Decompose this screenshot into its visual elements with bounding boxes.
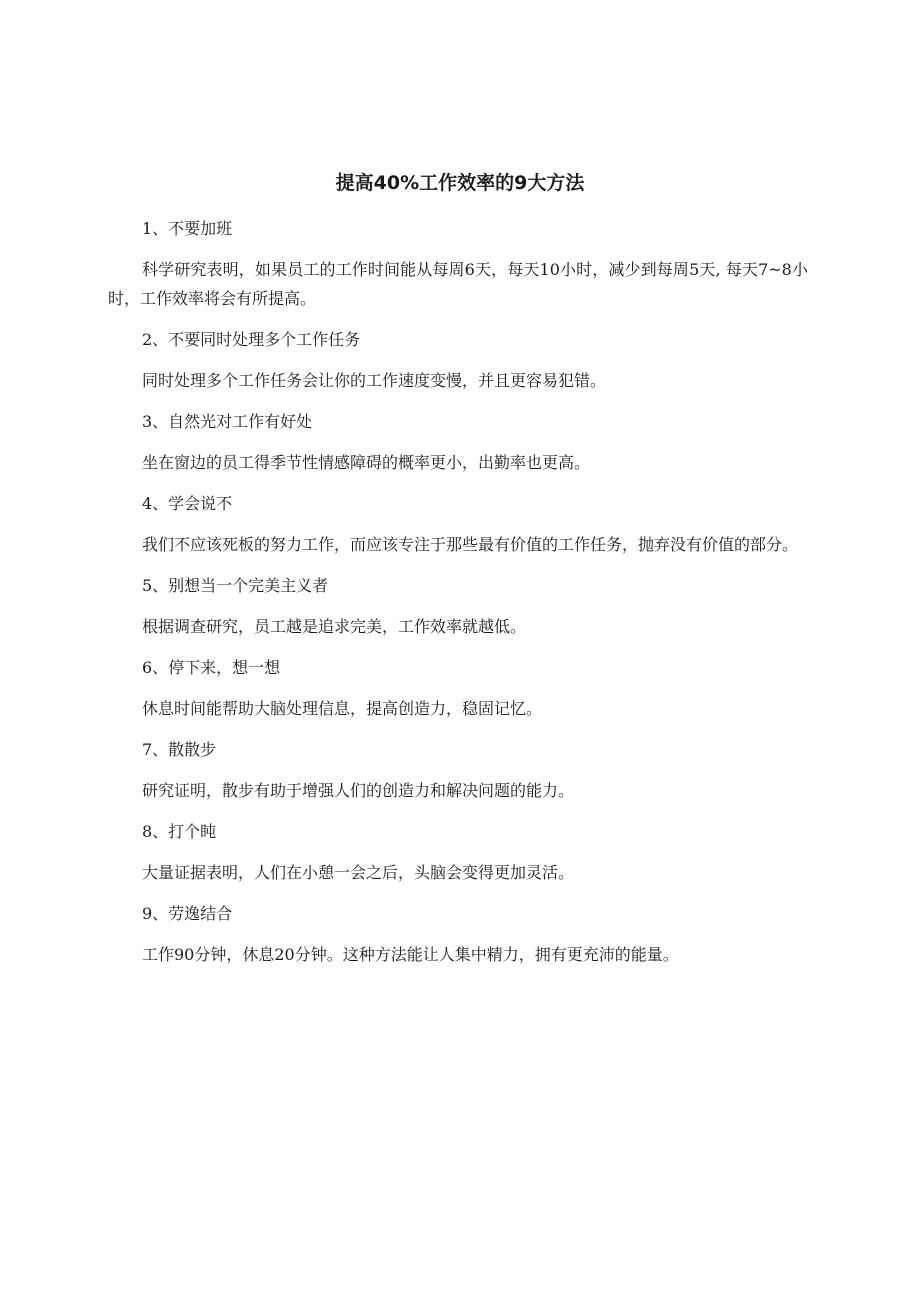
section-heading-3: 3、自然光对工作有好处 [142,412,313,431]
section-body-6: 休息时间能帮助大脑处理信息，提高创造力，稳固记忆。 [142,699,543,718]
section-heading-4: 4、学会说不 [142,494,233,513]
section-body-1: 科学研究表明，如果员工的工作时间能从每周6天，每天10小时，减少到每周5天, 每天7~8小时，工作效率将会有所提高。 [108,260,808,308]
document-body [108,214,808,981]
section-heading-9: 9、劳逸结合 [142,904,233,923]
section-heading-5: 5、别想当一个完美主义者 [142,576,329,595]
section-body-4: 我们不应该死板的努力工作，而应该专注于那些最有价值的工作任务，抛弃没有价值的部分。 [142,535,799,554]
section-body-3: 坐在窗边的员工得季节性情感障碍的概率更小，出勤率也更高。 [142,453,591,472]
document-title: 提高40%工作效率的9大方法 [335,172,585,194]
section-body-5: 根据调查研究，员工越是追求完美，工作效率就越低。 [142,617,527,636]
section-heading-7: 7、散散步 [142,740,217,759]
section-body-2: 同时处理多个工作任务会让你的工作速度变慢，并且更容易犯错。 [142,371,607,390]
section-heading-2: 2、不要同时处理多个工作任务 [142,330,361,349]
section-body-8: 大量证据表明，人们在小憩一会之后，头脑会变得更加灵活。 [142,863,575,882]
section-heading-1: 1、不要加班 [142,219,233,238]
section-heading-6: 6、停下来，想一想 [142,658,281,677]
section-body-7: 研究证明，散步有助于增强人们的创造力和解决问题的能力。 [142,781,575,800]
section-body-9: 工作90分钟，休息20分钟。这种方法能让人集中精力，拥有更充沛的能量。 [142,945,679,964]
section-heading-8: 8、打个盹 [142,822,217,841]
